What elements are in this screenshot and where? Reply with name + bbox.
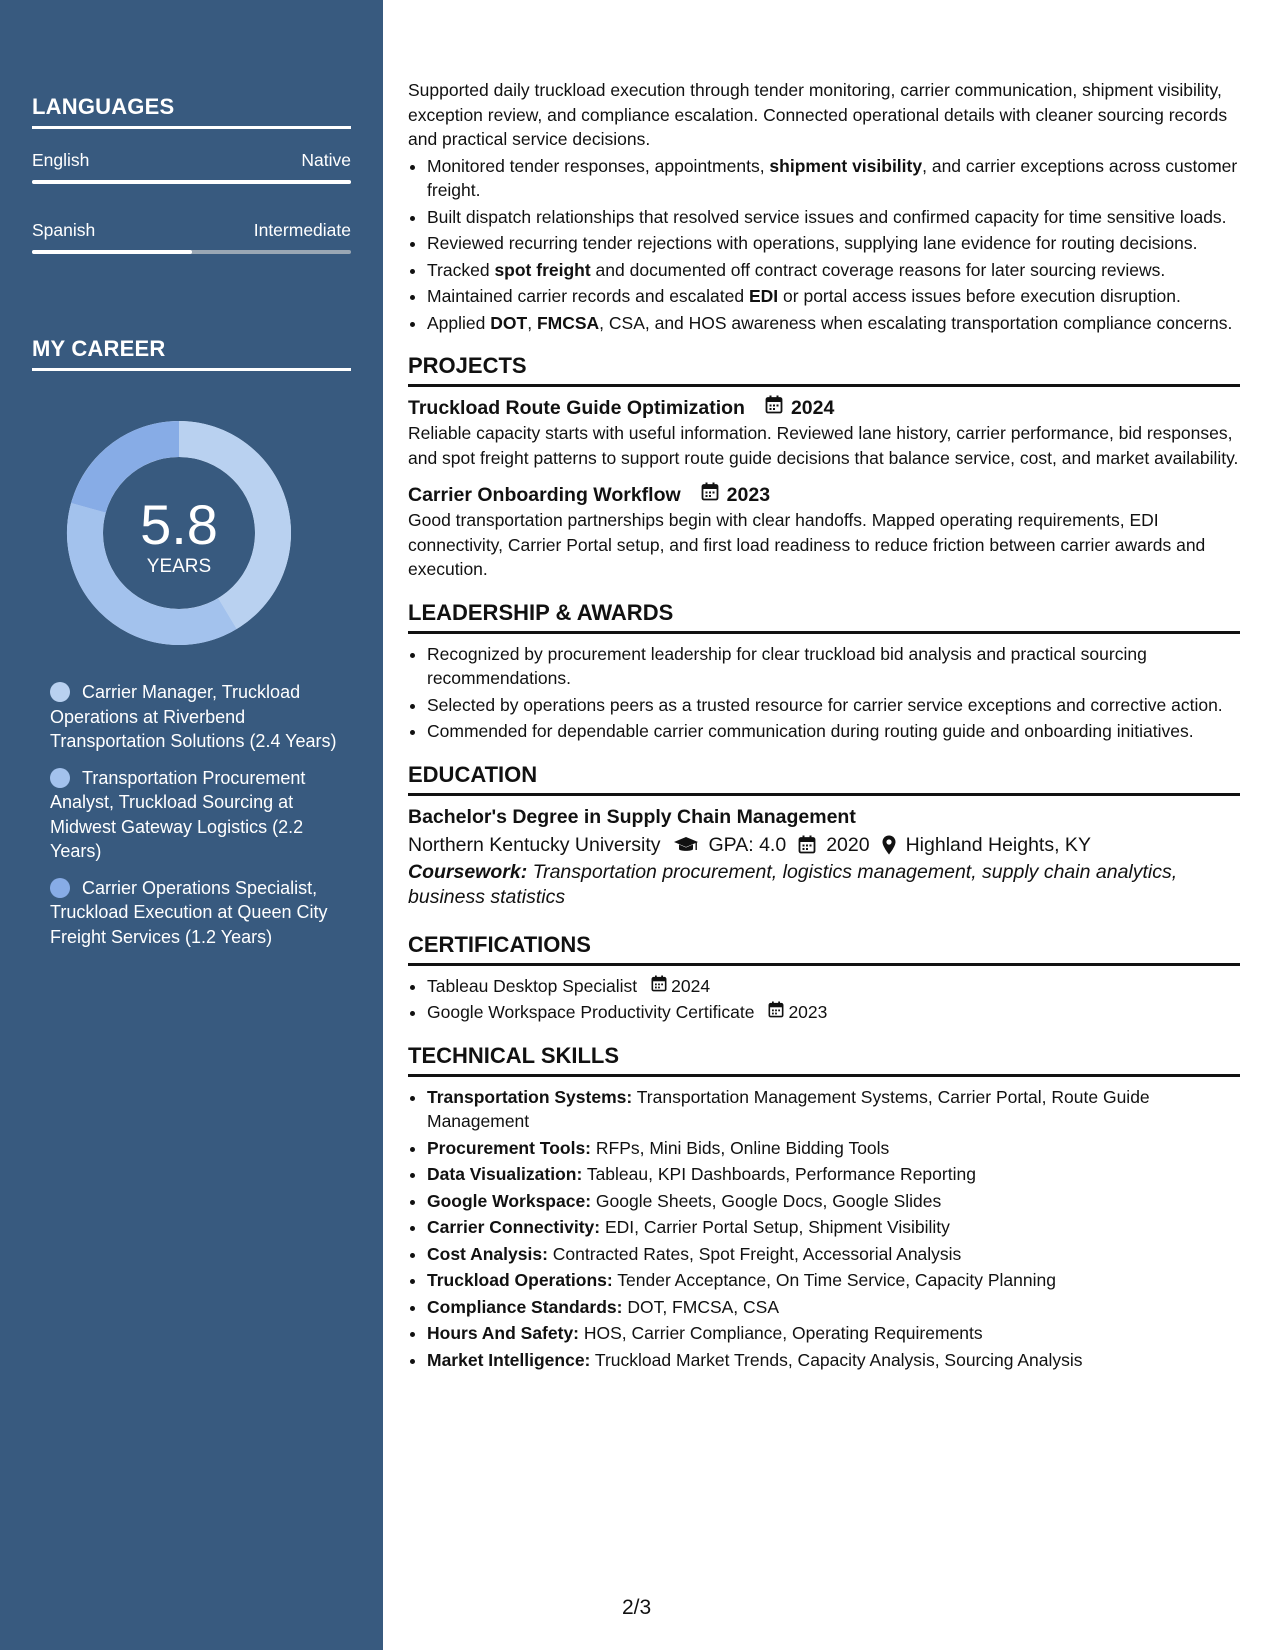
language-level: Native: [301, 150, 351, 170]
skill-item: [427, 1136, 1240, 1161]
total-years-value: 5.8: [140, 493, 218, 556]
language-bar: [32, 180, 351, 184]
skill-values: HOS, Carrier Compliance, Operating Requirements: [579, 1323, 983, 1343]
experience-bullets: [408, 154, 1240, 336]
project-year: 2024: [790, 397, 835, 419]
skill-category: Cost Analysis:: [427, 1243, 548, 1264]
career-item: [50, 680, 340, 754]
sidebar: [0, 0, 383, 1650]
career-item: [50, 766, 340, 864]
education-details: [408, 830, 1240, 860]
skill-item: [427, 1215, 1240, 1240]
certifications-list: [408, 974, 1240, 1025]
skill-item: [427, 1162, 1240, 1187]
experience-bullet: • Applied DOT, FMCSA, CSA, and HOS awareness when escalating transportation compliance concerns.: [427, 311, 1240, 336]
certification-item: [427, 974, 1240, 999]
education-year: 2020: [826, 833, 870, 856]
calendar-icon: [651, 974, 667, 999]
career-dot-icon: [50, 682, 70, 702]
skill-values: EDI, Carrier Portal Setup, Shipment Visibility: [600, 1217, 950, 1237]
calendar-icon: [798, 835, 816, 854]
education-school: Northern Kentucky University: [408, 833, 661, 856]
award-item: • Selected by operations peers as a trusted resource for carrier service exceptions and corrective action.: [427, 693, 1240, 718]
project-title: Truckload Route Guide Optimization: [408, 397, 745, 419]
project-item: [408, 482, 1240, 582]
graduation-cap-icon: [673, 836, 699, 854]
career-dot-icon: [50, 768, 70, 788]
skill-category: Market Intelligence:: [427, 1349, 591, 1370]
main-content: [408, 78, 1240, 1374]
project-title: Carrier Onboarding Workflow: [408, 484, 681, 506]
career-dot-icon: [50, 878, 70, 898]
skill-values: RFPs, Mini Bids, Online Bidding Tools: [591, 1137, 890, 1158]
certification-year: 2024: [671, 975, 711, 996]
calendar-icon: [765, 395, 783, 421]
career-item: [50, 876, 340, 950]
coursework-text: Transportation procurement, logistics management, supply chain analytics, business statistics: [408, 860, 1178, 908]
skills-heading: TECHNICAL SKILLS: [408, 1043, 1240, 1077]
language-bar-fill: [32, 250, 192, 254]
career-item-text: Transportation Procurement Analyst, Truckload Sourcing at Midwest Gateway Logistics (2.2 Years): [50, 767, 306, 861]
award-item: • Recognized by procurement leadership for clear truckload bid analysis and practical sourcing recommendations.: [427, 642, 1240, 691]
calendar-icon: [701, 482, 719, 508]
location-pin-icon: [882, 835, 896, 855]
skill-values: Contracted Rates, Spot Freight, Accessorial Analysis: [547, 1243, 962, 1264]
skill-category: Hours And Safety:: [427, 1323, 580, 1343]
skill-values: DOT, FMCSA, CSA: [622, 1296, 780, 1317]
languages-heading: LANGUAGES: [32, 94, 351, 129]
total-years-label: YEARS: [146, 556, 212, 577]
skill-category: Procurement Tools:: [427, 1137, 592, 1158]
career-list: [50, 680, 340, 961]
language-name: English: [32, 150, 90, 170]
language-level: Intermediate: [253, 220, 351, 240]
skill-item: [427, 1268, 1240, 1293]
certification-year: 2023: [788, 1002, 828, 1022]
language-bar-fill: [32, 180, 351, 184]
project-header: [408, 395, 1240, 421]
education-gpa: GPA: 4.0: [708, 833, 787, 856]
awards-heading: LEADERSHIP & AWARDS: [408, 600, 1240, 634]
education-heading: EDUCATION: [408, 762, 1240, 796]
project-header: [408, 482, 1240, 508]
language-bar: [32, 250, 351, 254]
project-description: Good transportation partnerships begin with clear handoffs. Mapped operating requirements, EDI connectivity, Carrier Portal setup, and first load readiness to reduce friction between carrier awards and execution.: [408, 510, 1206, 579]
award-item: • Commended for dependable carrier communication during routing guide and onboarding initiatives.: [427, 719, 1240, 744]
project-item: [408, 395, 1240, 470]
language-name: Spanish: [32, 220, 96, 240]
certifications-heading: CERTIFICATIONS: [408, 932, 1240, 966]
skill-category: Truckload Operations:: [427, 1270, 613, 1290]
coursework-label: Coursework:: [408, 860, 528, 883]
certification-item: [427, 1000, 1240, 1025]
experience-bullet: • Monitored tender responses, appointments, shipment visibility, and carrier exceptions across customer freight.: [427, 154, 1240, 203]
skill-item: [427, 1085, 1240, 1134]
experience-bullet: • Reviewed recurring tender rejections with operations, supplying lane evidence for routing decisions.: [427, 231, 1240, 256]
skill-category: Carrier Connectivity:: [427, 1217, 601, 1237]
education-location: Highland Heights, KY: [905, 833, 1091, 856]
skill-values: Truckload Market Trends, Capacity Analysis, Sourcing Analysis: [590, 1349, 1083, 1370]
language-english: [32, 150, 351, 190]
experience-summary: Supported daily truckload execution through tender monitoring, carrier communication, shipment visibility, exception review, and compliance escalation. Connected operational details with cleaner sourcing records and practical service decisions.: [408, 80, 1228, 149]
skill-item: [427, 1295, 1240, 1320]
education-coursework: [408, 860, 1240, 910]
skill-category: Google Workspace:: [427, 1190, 592, 1211]
career-heading: MY CAREER: [32, 336, 351, 371]
certification-name: • Google Workspace Productivity Certificate: [427, 1002, 755, 1022]
career-item-text: Carrier Manager, Truckload Operations at Riverbend Transportation Solutions (2.4 Years): [50, 682, 337, 751]
page-number: 2/3: [622, 1596, 652, 1619]
education-degree: Bachelor's Degree in Supply Chain Management: [408, 805, 856, 828]
experience-bullet: • Maintained carrier records and escalated EDI or portal access issues before execution disruption.: [427, 284, 1240, 309]
skill-category: Compliance Standards:: [427, 1296, 623, 1317]
projects-heading: PROJECTS: [408, 353, 1240, 387]
calendar-icon: [768, 1000, 784, 1025]
experience-bullet: • Tracked spot freight and documented off contract coverage reasons for later sourcing reviews.: [427, 258, 1240, 283]
skill-item: [427, 1242, 1240, 1267]
skill-values: Tableau, KPI Dashboards, Performance Reporting: [582, 1164, 976, 1184]
awards-list: [408, 642, 1240, 744]
project-year: 2023: [726, 484, 771, 506]
language-spanish: [32, 220, 351, 260]
skill-values: Transportation Management Systems, Carrier Portal, Route Guide Management: [427, 1086, 1150, 1131]
career-donut-chart: [66, 420, 292, 646]
experience-bullet: • Built dispatch relationships that resolved service issues and confirmed capacity for time sensitive loads.: [427, 205, 1240, 230]
skill-category: Data Visualization:: [427, 1164, 583, 1184]
project-description: Reliable capacity starts with useful information. Reviewed lane history, carrier performance, bid responses, and spot freight patterns to support route guide decisions that balance service, cost, and market availability.: [408, 423, 1239, 468]
skill-item: [427, 1348, 1240, 1373]
skill-values: Google Sheets, Google Docs, Google Slides: [591, 1190, 942, 1211]
certification-name: • Tableau Desktop Specialist: [427, 975, 638, 996]
skill-item: [427, 1189, 1240, 1214]
skills-list: [408, 1085, 1240, 1373]
career-item-text: Carrier Operations Specialist, Truckload Execution at Queen City Freight Services (1.2 Years): [50, 877, 328, 947]
skill-item: [427, 1321, 1240, 1346]
skill-values: Tender Acceptance, On Time Service, Capacity Planning: [612, 1270, 1056, 1290]
skill-category: Transportation Systems:: [427, 1086, 633, 1107]
